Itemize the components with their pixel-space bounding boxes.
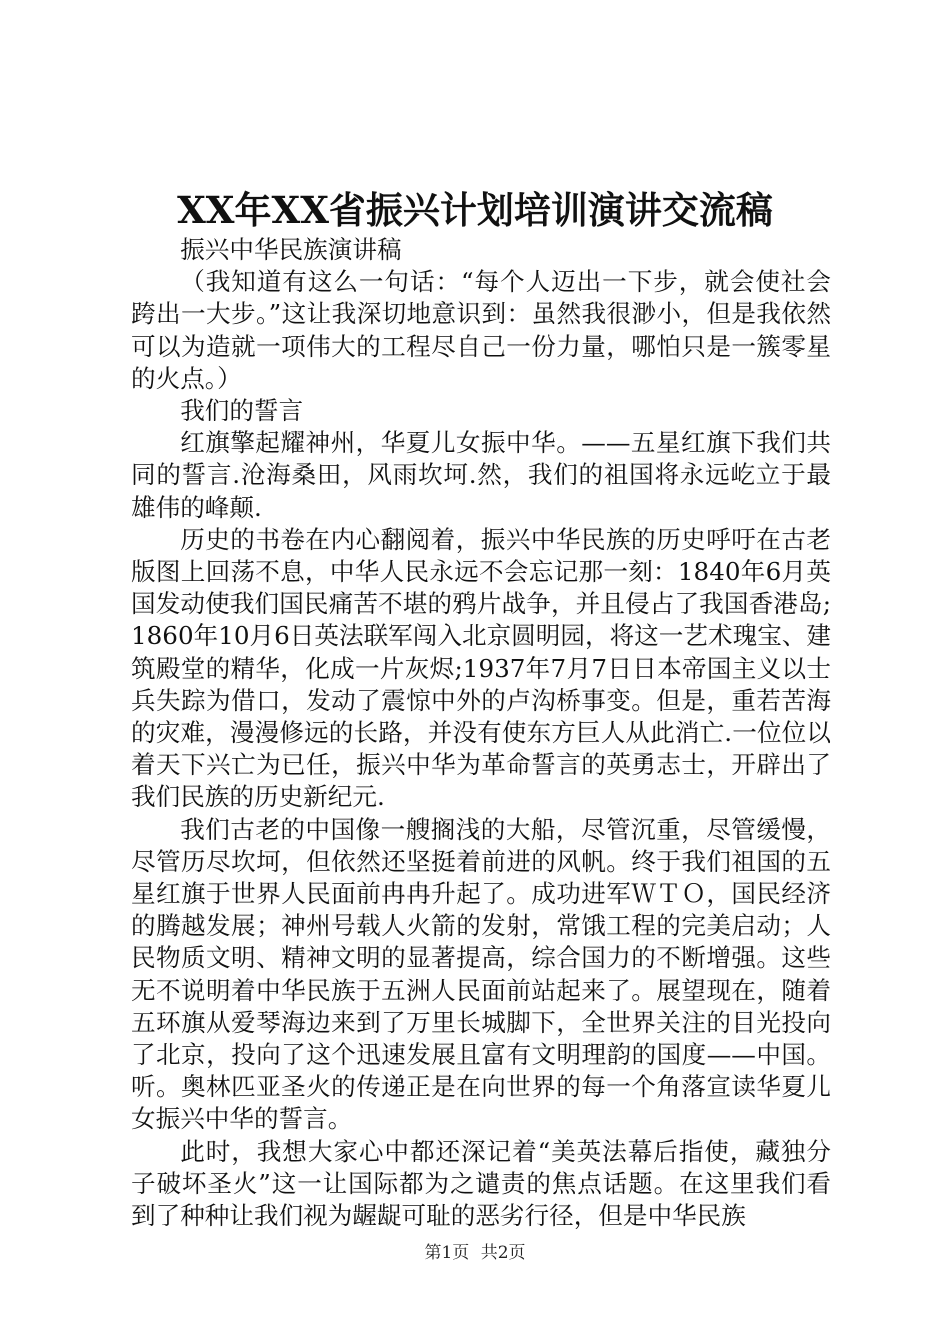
paragraph-heading: 我们的誓言 <box>180 396 304 426</box>
paragraph: 红旗擎起耀神州，华夏儿女振中华。——五星红旗下我们共同的誓言.沧海桑田，风雨坎坷.然，我们的祖国将永远屹立于最雄伟的峰颠. <box>131 428 831 522</box>
document-body <box>131 234 831 1232</box>
document-title: XX年XX省振兴计划培训演讲交流稿 <box>177 188 773 232</box>
paragraph-quote: （我知道有这么一句话：“每个人迈出一下步，就会使社会跨出一大步。”这让我深切地意识到：虽然我很渺小，但是我依然可以为造就一项伟大的工程尽自己一份力量，哪怕只是一簇零星的火点。） <box>131 267 831 393</box>
page-number: 第1页 <box>424 1243 470 1263</box>
paragraph: 历史的书卷在内心翻阅着，振兴中华民族的历史呼吁在古老版图上回荡不息，中华人民永远不会忘记那一刻：1840年6月英国发动使我们国民痛苦不堪的鸦片战争，并且侵占了我国香港岛;1860年10月6日英法联军闯入北京圆明园，将这一艺术瑰宝、建筑殿堂的精华，化成一片灰烬;1937年7月7日日本帝国主义以士兵失踪为借口，发动了震惊中外的卢沟桥事变。但是，重若苦海的灾难，漫漫修远的长路，并没有使东方巨人从此消亡.一位位以着天下兴亡为已任，振兴中华为革命誓言的英勇志士，开辟出了我们民族的历史新纪元. <box>131 524 831 812</box>
paragraph: 此时，我想大家心中都还深记着“美英法幕后指使，藏独分子破坏圣火”这一让国际都为之谴责的焦点话题。在这里我们看到了种种让我们视为龌龊可耻的恶劣行径，但是中华民族 <box>131 1136 831 1231</box>
paragraph-subtitle: 振兴中华民族演讲稿 <box>180 235 402 264</box>
page-total: 共2页 <box>480 1243 526 1263</box>
page-footer <box>0 1242 950 1264</box>
paragraph: 我们古老的中国像一艘搁浅的大船，尽管沉重，尽管缓慢，尽管历尽坎坷，但依然还坚挺着前进的风帆。终于我们祖国的五星红旗于世界人民面前冉冉升起了。成功进军ＷＴＯ，国民经济的腾越发展；神州号载人火箭的发射，常饿工程的完美启动；人民物质文明、精神文明的显著提高，综合国力的不断增强。这些无不说明着中华民族于五洲人民面前站起来了。展望现在，随着五环旗从爱琴海边来到了万里长城脚下，全世界关注的目光投向了北京，投向了这个迅速发展且富有文明理韵的国度——中国。听。奥林匹亚圣火的传递正是在向世界的每一个角落宣读华夏儿女振兴中华的誓言。 <box>131 814 831 1134</box>
